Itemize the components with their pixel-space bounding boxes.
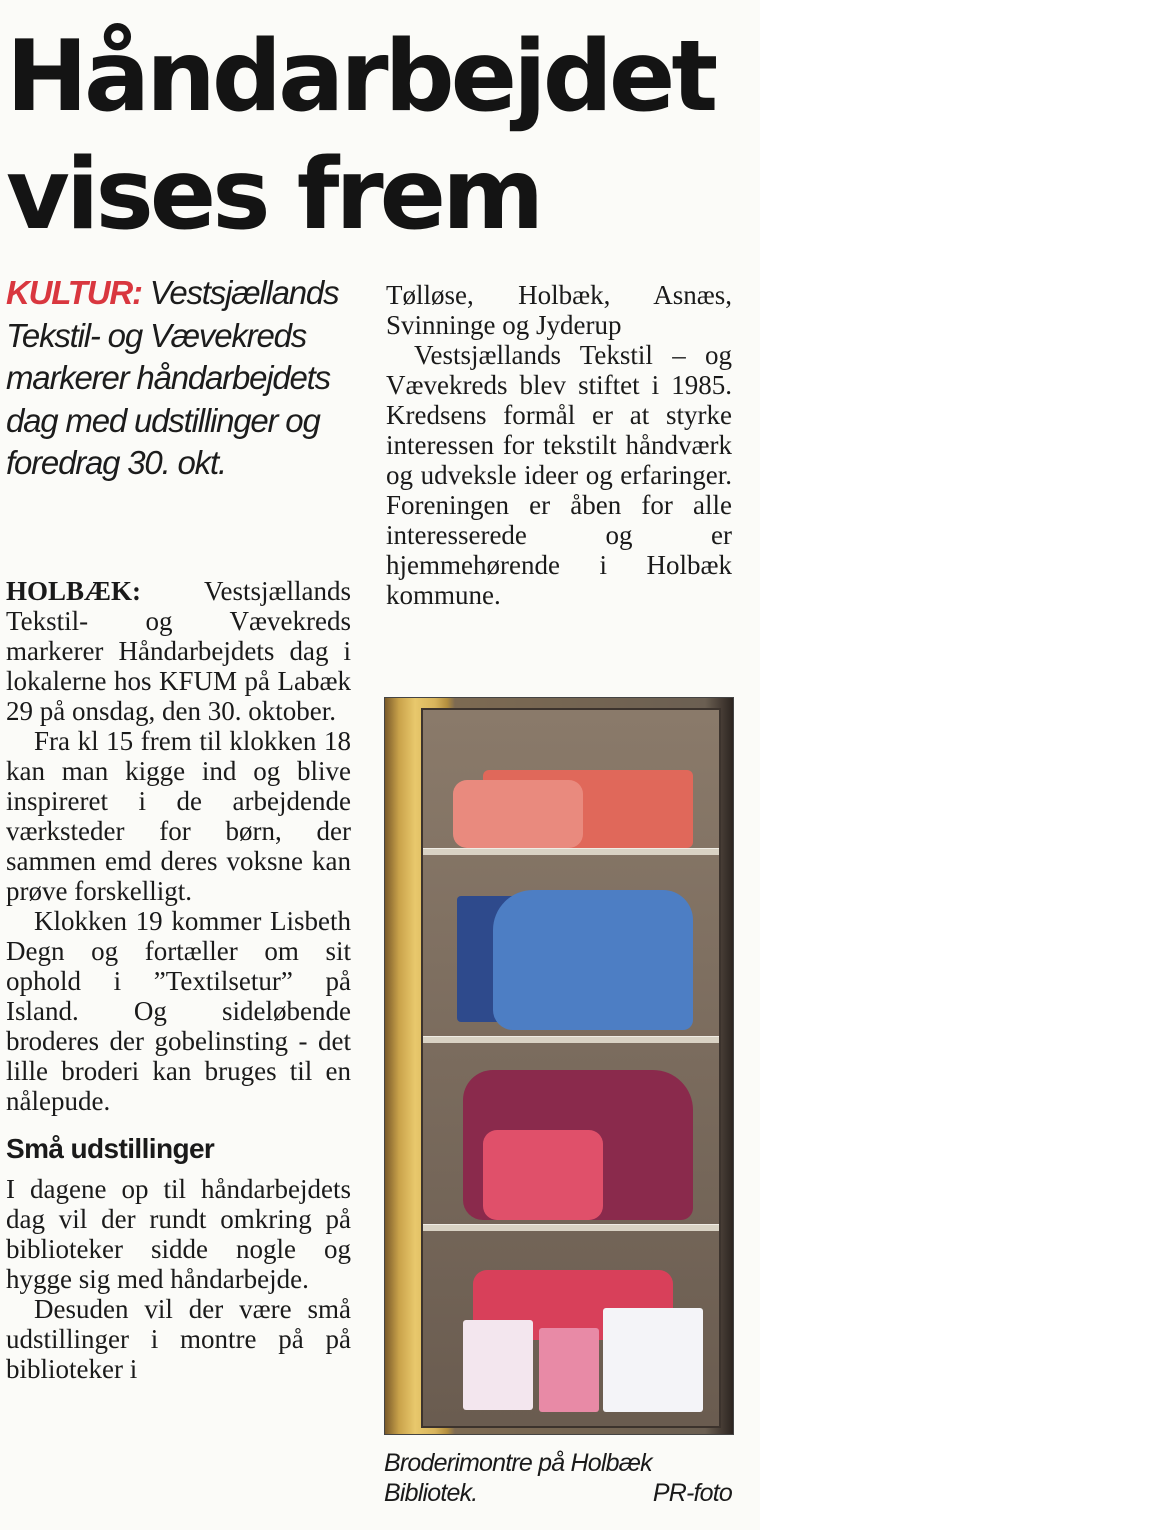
headline-line-2: vises frem (6, 138, 541, 252)
dateline: HOLBÆK: (6, 576, 142, 606)
textile-item (603, 1308, 703, 1412)
headline-line-1: Håndarbejdet (6, 20, 715, 134)
paragraph-6: Tølløse, Holbæk, Asnæs, Svinninge og Jyderup (386, 280, 732, 340)
shelf (423, 1036, 719, 1043)
textile-item (483, 1130, 603, 1220)
body-column-1 (6, 576, 351, 1384)
display-cabinet (421, 708, 721, 1428)
photo-embroidery-display-case (384, 697, 734, 1435)
lead-text: Vestsjællands Tekstil- og Vævekreds markerer håndarbejdets dag med udstillinger og foredrag 30. okt. (6, 274, 339, 481)
photo-credit: PR-foto (652, 1479, 732, 1507)
textile-item (463, 1320, 533, 1410)
paragraph-1 (6, 576, 351, 726)
caption-text: Broderimontre på Holbæk Bibliotek. (384, 1449, 652, 1507)
lead-paragraph (6, 272, 351, 485)
shelf (423, 1224, 719, 1231)
paragraph-2: Fra kl 15 frem til klokken 18 kan man kigge ind og blive inspireret i de arbejdende værksteder for børn, der sammen emd deres voksne kan prøve forskelligt. (6, 726, 351, 906)
body-column-2 (386, 280, 732, 610)
paragraph-1-text: Vestsjællands Tekstil- og Vævekreds markerer Håndarbejdets dag i lokalerne hos KFUM på Labæk 29 på onsdag, den 30. oktober. (6, 576, 351, 726)
photo-caption (384, 1448, 732, 1508)
headline (6, 18, 746, 254)
paragraph-3: Klokken 19 kommer Lisbeth Degn og fortæller om sit ophold i ”Textilsetur” på Island. Og sideløbende broderes der gobelinsting - det lille broderi kan bruges til en nålepude. (6, 906, 351, 1116)
paragraph-5: Desuden vil der være små udstillinger i montre på på biblioteker i (6, 1294, 351, 1384)
paragraph-7: Vestsjællands Tekstil – og Vævekreds blev stiftet i 1985. Kredsens formål er at styrke interessen for tekstilt håndværk og udveksle ideer og erfaringer. Foreningen er åben for alle interesserede og er hjemmehørende i Holbæk kommune. (386, 340, 732, 610)
textile-item (493, 890, 693, 1030)
textile-item (453, 780, 583, 848)
section-tag: KULTUR: (6, 274, 142, 311)
paragraph-4: I dagene op til håndarbejdets dag vil der rundt omkring på biblioteker sidde nogle og hygge sig med håndarbejde. (6, 1174, 351, 1294)
shelf (423, 848, 719, 855)
textile-item (539, 1328, 599, 1412)
subheading: Små udstillinger (6, 1133, 215, 1164)
